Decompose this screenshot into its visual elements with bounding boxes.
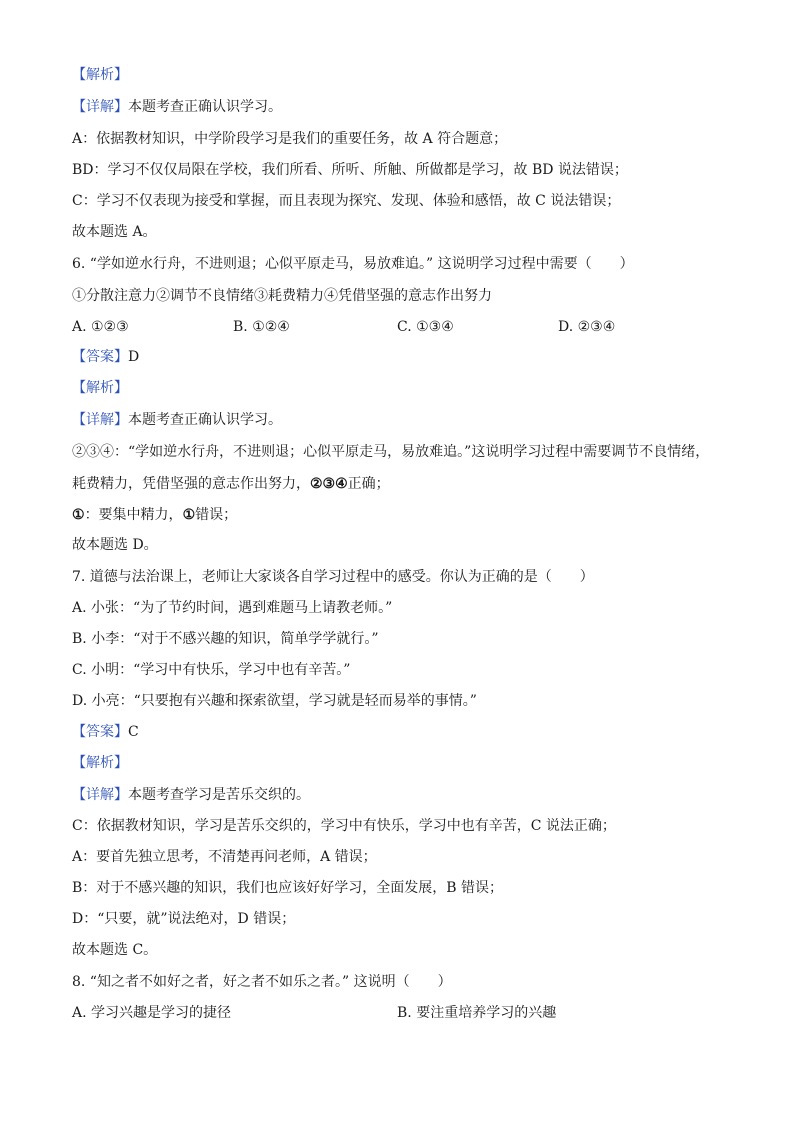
analysis-text: 错误； xyxy=(195,507,238,523)
analysis-line: D：“只要，就”说法绝对，D 错误； xyxy=(72,911,296,927)
detail-line xyxy=(72,410,282,430)
analysis-line: C：学习不仅表现为接受和掌握，而且表现为探究、发现、体验和感悟，故 C 说法错误； xyxy=(72,193,621,209)
analysis-line: A：依据教材知识，中学阶段学习是我们的重要任务，故 A 符合题意； xyxy=(72,131,508,147)
analysis-text: 耗费精力，凭借坚强的意志作出努力， xyxy=(72,476,310,492)
analysis-line xyxy=(72,505,237,525)
detail-text: 本题考查正确认识学习。 xyxy=(128,412,282,428)
detail-label: 【详解】 xyxy=(72,99,128,115)
option-b: B. 要注重培养学习的兴趣 xyxy=(397,1005,557,1021)
question-stem: 6. “学如逆水行舟，不进则退；心似平原走马，易放难追。” 这说明学习过程中需要（ ） xyxy=(72,256,634,272)
answer-line xyxy=(72,722,139,742)
analysis-line: C：依据教材知识，学习是苦乐交织的，学习中有快乐，学习中也有辛苦，C 说法正确； xyxy=(72,818,616,834)
option-d: D. 小亮：“只要抱有兴趣和探索欲望，学习就是轻而易举的事情。” xyxy=(72,693,477,709)
detail-line xyxy=(72,785,310,805)
detail-label: 【详解】 xyxy=(72,787,128,803)
detail-line xyxy=(72,97,282,117)
analysis-text: 正确； xyxy=(347,476,390,492)
option-c: C. ①③④ xyxy=(397,319,454,335)
detail-text: 本题考查正确认识学习。 xyxy=(128,99,282,115)
answer-line xyxy=(72,347,139,367)
question-stem: 8. “知之者不如好之者，好之者不如乐之者。” 这说明（ ） xyxy=(72,974,452,990)
analysis-label: 【解析】 xyxy=(72,380,128,396)
analysis-line: BD：学习不仅仅局限在学校，我们所看、所听、所触、所做都是学习，故 BD 说法错误； xyxy=(72,162,628,178)
analysis-label: 【解析】 xyxy=(72,67,128,83)
detail-text: 本题考查学习是苦乐交织的。 xyxy=(128,787,310,803)
bold-items: ②③④ xyxy=(310,476,348,492)
option-d: D. ②③④ xyxy=(558,319,616,335)
analysis-line: ②③④：“学如逆水行舟，不进则退；心似平原走马，易放难追。”这说明学习过程中需要调节不良情绪， xyxy=(72,444,710,460)
question-items: ①分散注意力②调节不良情绪③耗费精力④凭借坚强的意志作出努力 xyxy=(72,288,492,304)
option-c: C. 小明：“学习中有快乐，学习中也有辛苦。” xyxy=(72,662,351,678)
analysis-line xyxy=(72,474,390,494)
bold-item: ① xyxy=(182,507,196,523)
analysis-text: ：要集中精力， xyxy=(84,507,183,523)
option-b: B. ①②④ xyxy=(233,319,290,335)
conclusion-line: 故本题选 C。 xyxy=(72,942,158,958)
answer-label: 【答案】 xyxy=(72,724,128,740)
question-stem: 7. 道德与法治课上，老师让大家谈各自学习过程中的感受。你认为正确的是（ ） xyxy=(72,569,594,585)
conclusion-line: 故本题选 D。 xyxy=(72,537,158,553)
analysis-line: A：要首先独立思考，不清楚再问老师，A 错误； xyxy=(72,849,377,865)
option-b: B. 小李：“对于不感兴趣的知识，简单学学就行。” xyxy=(72,631,379,647)
answer-value: C xyxy=(128,724,139,740)
option-a: A. 学习兴趣是学习的捷径 xyxy=(72,1005,232,1021)
option-a: A. ①②③ xyxy=(72,319,129,335)
detail-label: 【详解】 xyxy=(72,412,128,428)
answer-value: D xyxy=(128,349,140,365)
bold-item: ① xyxy=(72,507,85,523)
analysis-line: B：对于不感兴趣的知识，我们也应该好好学习，全面发展，B 错误； xyxy=(72,880,504,896)
option-a: A. 小张：“为了节约时间，遇到难题马上请教老师。” xyxy=(72,600,393,616)
analysis-label: 【解析】 xyxy=(72,755,128,771)
conclusion-line: 故本题选 A。 xyxy=(72,224,157,240)
answer-label: 【答案】 xyxy=(72,349,128,365)
